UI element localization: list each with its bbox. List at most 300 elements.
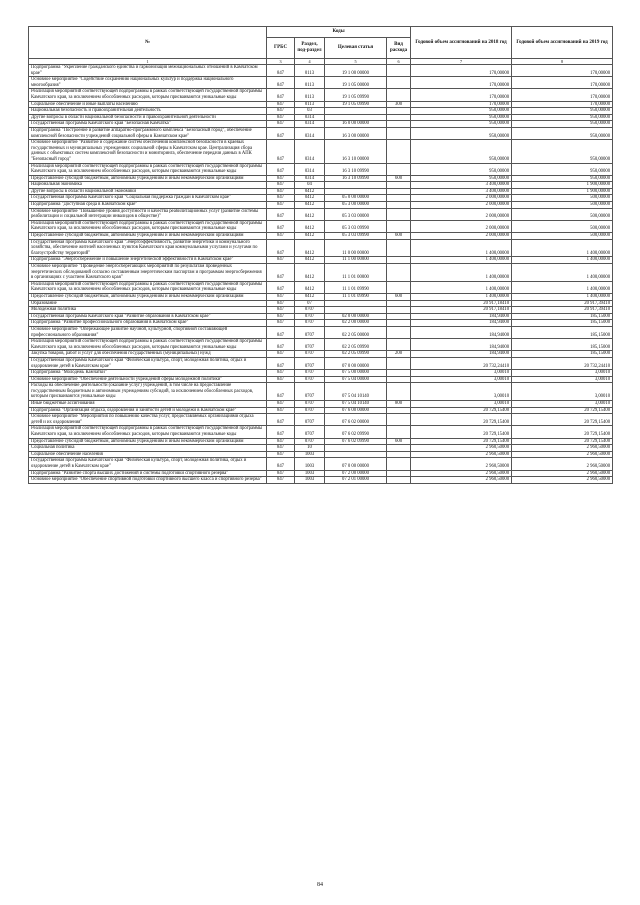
row-description: Подпрограмма "Организация отдыха, оздоровления и занятости детей и молодежи в Камчатском крае" <box>29 407 267 414</box>
table-row <box>29 401 613 408</box>
row-amount-2018: 184,94000 <box>411 351 512 358</box>
row-description: Подпрограмма "Энергосбережение и повышение энергетической эффективности в Камчатском крае" <box>29 257 267 264</box>
row-razdel: 0707 <box>295 376 325 383</box>
row-grbs: 847 <box>267 407 295 414</box>
table-row <box>29 451 613 458</box>
table-row <box>29 326 613 338</box>
row-description: Основное мероприятие "Содействие сохранению национальных культур и поддержка национального многообразия" <box>29 77 267 89</box>
row-target-article: 07 6 02 00000 <box>325 414 387 426</box>
row-amount-2019: 1 400,00000 <box>512 257 613 264</box>
row-expense-type <box>387 458 411 470</box>
row-razdel: 0412 <box>295 257 325 264</box>
row-target-article: 07 0 00 00000 <box>325 458 387 470</box>
row-description: Основное мероприятие "Обеспечение спортивной подготовки спортивного высшего класса и спортивного резерва" <box>29 477 267 484</box>
row-grbs: 847 <box>267 351 295 358</box>
table-row <box>29 208 613 220</box>
table-row <box>29 175 613 182</box>
row-description: Подпрограмма "Укрепление гражданского единства и гармонизация межнациональных отношений в Камчатском крае" <box>29 65 267 77</box>
table-row <box>29 121 613 128</box>
row-target-article: 16 3 10 00000 <box>325 140 387 163</box>
row-grbs: 847 <box>267 451 295 458</box>
row-target-article: 05 3 03 00000 <box>325 208 387 220</box>
row-target-article: 11 1 01 09990 <box>325 293 387 300</box>
row-razdel: 0412 <box>295 239 325 257</box>
row-grbs: 847 <box>267 208 295 220</box>
row-amount-2019: 185,15000 <box>512 320 613 327</box>
row-grbs: 847 <box>267 195 295 202</box>
table-row <box>29 414 613 426</box>
row-description: Государственная программа Камчатского края "Социальная поддержка граждан в Камчатском крае" <box>29 195 267 202</box>
row-expense-type: 600 <box>387 233 411 240</box>
row-target-article: 02 0 00 00000 <box>325 313 387 320</box>
row-amount-2018: 20 729,15400 <box>411 438 512 445</box>
table-row <box>29 89 613 101</box>
column-number: 8 <box>512 59 613 65</box>
row-expense-type <box>387 202 411 209</box>
row-amount-2018: 20 732,24410 <box>411 357 512 369</box>
table-row <box>29 407 613 414</box>
row-amount-2019: 3,00010 <box>512 383 613 401</box>
row-amount-2019: 500,00000 <box>512 220 613 232</box>
row-grbs: 847 <box>267 320 295 327</box>
row-amount-2019: 170,00000 <box>512 89 613 101</box>
row-description: Национальная экономика <box>29 182 267 189</box>
row-amount-2018: 950,00000 <box>411 108 512 115</box>
row-target-article: 19 1 05 09990 <box>325 89 387 101</box>
row-amount-2018: 3 400,00000 <box>411 182 512 189</box>
row-description: Предоставление субсидий бюджетным, автономным учреждениям и иным некоммерческим организациям <box>29 175 267 182</box>
row-amount-2018: 20 917,18410 <box>411 300 512 307</box>
table-row <box>29 257 613 264</box>
row-grbs: 847 <box>267 140 295 163</box>
row-grbs: 847 <box>267 383 295 401</box>
row-razdel: 0707 <box>295 407 325 414</box>
row-expense-type <box>387 426 411 438</box>
row-grbs: 847 <box>267 220 295 232</box>
row-target-article: 07 5 04 00000 <box>325 376 387 383</box>
table-row <box>29 320 613 327</box>
budget-table-sheet <box>28 26 612 484</box>
row-grbs: 847 <box>267 202 295 209</box>
row-amount-2019: 950,00000 <box>512 108 613 115</box>
col-header-2018: Годовой объем ассигнований на 2018 год <box>411 27 512 59</box>
row-grbs: 847 <box>267 339 295 351</box>
row-razdel: 04 <box>295 182 325 189</box>
row-amount-2018: 170,00000 <box>411 65 512 77</box>
col-header-razdel: Раздел, под-раздел <box>295 38 325 59</box>
row-description: Государственная программа Камчатского края "Энергоэффективность, развитие энергетики и коммунального хозяйства, обеспечение жителей населенных пунктов Камчатского края коммунальными услугами и услугами по благоустройству территорий" <box>29 239 267 257</box>
row-amount-2018: 950,00000 <box>411 140 512 163</box>
row-description: Предоставление субсидий бюджетным, автономным учреждениям и иным некоммерческим организациям <box>29 293 267 300</box>
row-description: Предоставление субсидий бюджетным, автономным учреждениям и иным некоммерческим организациям <box>29 233 267 240</box>
table-row <box>29 307 613 314</box>
row-amount-2019: 1 400,00000 <box>512 293 613 300</box>
row-razdel: 0314 <box>295 114 325 121</box>
row-razdel: 0707 <box>295 426 325 438</box>
row-amount-2019: 170,00000 <box>512 101 613 108</box>
row-grbs: 847 <box>267 65 295 77</box>
row-razdel: 0113 <box>295 65 325 77</box>
column-number: 6 <box>387 59 411 65</box>
row-razdel: 0412 <box>295 188 325 195</box>
row-grbs: 847 <box>267 414 295 426</box>
row-description: Основное мероприятие "Мероприятия по повышению качества услуг, предоставляемых организациями отдыха детей и их оздоровления" <box>29 414 267 426</box>
row-expense-type: 800 <box>387 401 411 408</box>
table-row <box>29 65 613 77</box>
row-target-article <box>325 451 387 458</box>
row-razdel: 1003 <box>295 458 325 470</box>
row-razdel: 0707 <box>295 383 325 401</box>
row-amount-2018: 1 400,00000 <box>411 264 512 282</box>
row-razdel: 0412 <box>295 220 325 232</box>
row-expense-type <box>387 376 411 383</box>
table-row <box>29 370 613 377</box>
table-row <box>29 101 613 108</box>
row-expense-type: 600 <box>387 175 411 182</box>
row-razdel: 03 <box>295 108 325 115</box>
row-description: Расходы на обеспечение деятельности (оказание услуг) учреждений, в том числе на предоставление государственным бюджетным и автономным учреждениям субсидий, за исключением обособленных расходов, которым присваиваются уникальные коды <box>29 383 267 401</box>
row-expense-type <box>387 220 411 232</box>
row-grbs: 847 <box>267 326 295 338</box>
row-target-article: 02 2 05 09990 <box>325 339 387 351</box>
table-row <box>29 300 613 307</box>
row-grbs: 847 <box>267 233 295 240</box>
row-expense-type <box>387 195 411 202</box>
row-expense-type <box>387 239 411 257</box>
row-amount-2019: 3,00010 <box>512 376 613 383</box>
row-target-article <box>325 182 387 189</box>
row-expense-type: 300 <box>387 101 411 108</box>
row-description: Основное мероприятие "Повышение уровня доступности и качества реабилитационных услуг (развитие системы реабилитации и социальной интеграции инвалидов в обществе)" <box>29 208 267 220</box>
row-amount-2018: 20 729,15400 <box>411 407 512 414</box>
row-target-article: 07 5 04 10140 <box>325 383 387 401</box>
row-amount-2018: 2 000,00000 <box>411 202 512 209</box>
row-amount-2018: 2 000,00000 <box>411 233 512 240</box>
row-amount-2019: 2 960,50000 <box>512 458 613 470</box>
row-expense-type: 200 <box>387 351 411 358</box>
row-description: Подпрограмма "Развитие спорта высших достижений и системы подготовки спортивного резерва" <box>29 470 267 477</box>
row-amount-2019: 950,00000 <box>512 163 613 175</box>
row-amount-2019: 1 900,00000 <box>512 188 613 195</box>
row-amount-2018: 170,00000 <box>411 89 512 101</box>
row-razdel: 0707 <box>295 401 325 408</box>
row-description: Социальное обеспечение и иные выплаты населению <box>29 101 267 108</box>
row-description: Основное мероприятие "Развитие и содержание систем обеспечения комплексной безопасности в краевых государственных и муниципальных учреждениях социальной сферы в Камчатском крае. Централизация сбора данных с объектовых систем комплексной безопасности и мониторинга, обеспечение передачи данных в АПК "Безопасный город" <box>29 140 267 163</box>
row-razdel: 0113 <box>295 77 325 89</box>
row-razdel: 0412 <box>295 195 325 202</box>
row-razdel: 0707 <box>295 313 325 320</box>
row-grbs: 847 <box>267 477 295 484</box>
row-expense-type <box>387 188 411 195</box>
row-target-article: 07 5 00 00000 <box>325 370 387 377</box>
row-razdel: 0707 <box>295 357 325 369</box>
row-target-article: 11 0 00 00000 <box>325 239 387 257</box>
row-description: Реализация мероприятий соответствующей подпрограммы в рамках соответствующей государственной программы Камчатского края, за исключением обособленных расходов, которым присваиваются уникальные коды <box>29 163 267 175</box>
row-expense-type <box>387 163 411 175</box>
row-expense-type <box>387 307 411 314</box>
row-description: Основное мероприятие "Обеспечение деятельности учреждений сферы молодежной политики" <box>29 376 267 383</box>
table-row <box>29 458 613 470</box>
row-description: Основное мероприятие "Опережающее развитие научной, культурной, спортивной составляющей профессионального образования" <box>29 326 267 338</box>
table-row <box>29 281 613 293</box>
row-amount-2018: 20 917,18410 <box>411 307 512 314</box>
row-expense-type <box>387 140 411 163</box>
row-expense-type <box>387 445 411 452</box>
row-razdel: 0707 <box>295 414 325 426</box>
col-header-2019: Годовой объем ассигнований на 2019 год <box>512 27 613 59</box>
row-amount-2019: 2 960,50000 <box>512 445 613 452</box>
row-amount-2019: 20 917,39410 <box>512 307 613 314</box>
row-expense-type: 600 <box>387 438 411 445</box>
row-expense-type <box>387 281 411 293</box>
row-target-article: 11 1 00 00000 <box>325 257 387 264</box>
column-number: 1 <box>29 59 267 65</box>
row-amount-2019: 3,00010 <box>512 401 613 408</box>
table-row <box>29 239 613 257</box>
row-grbs: 847 <box>267 376 295 383</box>
row-description: Другие вопросы в области национальной безопасности и правоохранительной деятельности <box>29 114 267 121</box>
row-amount-2018: 2 960,50000 <box>411 470 512 477</box>
row-grbs: 847 <box>267 438 295 445</box>
row-expense-type <box>387 477 411 484</box>
row-grbs: 847 <box>267 401 295 408</box>
row-target-article: 02 2 00 00000 <box>325 320 387 327</box>
row-amount-2019: 3,00010 <box>512 370 613 377</box>
row-razdel: 10 <box>295 445 325 452</box>
row-grbs: 847 <box>267 426 295 438</box>
row-amount-2019: 1 900,00000 <box>512 182 613 189</box>
row-target-article: 02 2 05 09990 <box>325 351 387 358</box>
row-amount-2019: 20 917,39410 <box>512 300 613 307</box>
row-amount-2019: 185,15000 <box>512 326 613 338</box>
row-expense-type <box>387 383 411 401</box>
row-target-article: 16 3 10 09990 <box>325 163 387 175</box>
row-amount-2019: 185,15000 <box>512 339 613 351</box>
row-amount-2018: 170,00000 <box>411 101 512 108</box>
row-target-article: 19 1 05 09990 <box>325 101 387 108</box>
row-amount-2018: 184,94000 <box>411 313 512 320</box>
row-amount-2019: 1 400,00000 <box>512 264 613 282</box>
row-amount-2019: 20 729,15400 <box>512 438 613 445</box>
table-row <box>29 202 613 209</box>
row-grbs: 847 <box>267 300 295 307</box>
table-row <box>29 477 613 484</box>
row-expense-type <box>387 77 411 89</box>
row-amount-2018: 950,00000 <box>411 127 512 139</box>
row-target-article: 07 5 04 10140 <box>325 401 387 408</box>
row-razdel: 0113 <box>295 101 325 108</box>
row-target-article: 07 0 00 00000 <box>325 357 387 369</box>
row-target-article: 19 1 00 00000 <box>325 65 387 77</box>
row-amount-2018: 20 729,15400 <box>411 426 512 438</box>
row-amount-2018: 3 400,00000 <box>411 188 512 195</box>
row-expense-type <box>387 121 411 128</box>
col-header-grbs: ГРБС <box>267 38 295 59</box>
row-target-article: 07 6 02 09990 <box>325 438 387 445</box>
row-expense-type <box>387 370 411 377</box>
row-razdel: 0113 <box>295 89 325 101</box>
row-description: Подпрограмма "Развитие профессионального образования в Камчатском крае" <box>29 320 267 327</box>
row-amount-2018: 3,00010 <box>411 376 512 383</box>
row-target-article <box>325 307 387 314</box>
row-description: Подпрограмма "Построение и развитие аппаратно-программного комплекса "Безопасный город", обеспечение комплексной безопасности учреждений социальной сферы в Камчатском крае" <box>29 127 267 139</box>
row-grbs: 847 <box>267 313 295 320</box>
row-amount-2019: 2 960,50000 <box>512 470 613 477</box>
row-expense-type <box>387 208 411 220</box>
row-description: Реализация мероприятий соответствующей подпрограммы в рамках соответствующей государственной программы Камчатского края, за исключением обособленных расходов, которым присваиваются уникальные коды <box>29 281 267 293</box>
row-description: Реализация мероприятий соответствующей подпрограммы в рамках соответствующей государственной программы Камчатского края, за исключением обособленных расходов, которым присваиваются уникальные коды <box>29 426 267 438</box>
row-target-article <box>325 114 387 121</box>
row-description: Государственная программа Камчатского края "Безопасная Камчатка" <box>29 121 267 128</box>
row-razdel: 0314 <box>295 175 325 182</box>
column-number: 4 <box>295 59 325 65</box>
row-amount-2019: 1 400,00000 <box>512 281 613 293</box>
row-amount-2018: 950,00000 <box>411 121 512 128</box>
row-amount-2019: 2 960,50000 <box>512 451 613 458</box>
row-description: Социальная политика <box>29 445 267 452</box>
row-razdel: 0314 <box>295 121 325 128</box>
row-expense-type <box>387 407 411 414</box>
row-amount-2018: 2 960,50000 <box>411 458 512 470</box>
row-expense-type <box>387 470 411 477</box>
row-target-article: 07 2 00 00000 <box>325 470 387 477</box>
column-number: 5 <box>325 59 387 65</box>
table-row <box>29 383 613 401</box>
row-description: Другие вопросы в области национальной экономики <box>29 188 267 195</box>
row-expense-type <box>387 89 411 101</box>
row-grbs: 847 <box>267 182 295 189</box>
row-target-article: 05 3 03 09990 <box>325 233 387 240</box>
table-row <box>29 351 613 358</box>
row-target-article: 05 3 03 09990 <box>325 220 387 232</box>
row-description: Реализация мероприятий соответствующей подпрограммы в рамках соответствующей государственной программы Камчатского края, за исключением обособленных расходов, которым присваиваются уникальные коды <box>29 89 267 101</box>
row-amount-2018: 1 400,00000 <box>411 293 512 300</box>
page-number: 84 <box>317 882 323 888</box>
column-number: 3 <box>267 59 295 65</box>
row-razdel: 1003 <box>295 470 325 477</box>
row-amount-2018: 3,00010 <box>411 370 512 377</box>
col-header-codes: Коды <box>267 27 411 38</box>
row-grbs: 847 <box>267 293 295 300</box>
row-amount-2019: 20 729,15400 <box>512 426 613 438</box>
row-expense-type <box>387 357 411 369</box>
row-razdel: 0707 <box>295 339 325 351</box>
row-amount-2018: 3,00010 <box>411 401 512 408</box>
table-row <box>29 188 613 195</box>
row-grbs: 847 <box>267 370 295 377</box>
row-amount-2019: 20 729,15400 <box>512 414 613 426</box>
row-grbs: 847 <box>267 188 295 195</box>
row-razdel: 0707 <box>295 351 325 358</box>
row-amount-2018: 950,00000 <box>411 175 512 182</box>
row-grbs: 847 <box>267 357 295 369</box>
row-expense-type <box>387 326 411 338</box>
row-grbs: 847 <box>267 77 295 89</box>
row-grbs: 847 <box>267 470 295 477</box>
row-razdel: 0314 <box>295 127 325 139</box>
row-grbs: 847 <box>267 89 295 101</box>
row-razdel: 0707 <box>295 370 325 377</box>
table-row <box>29 182 613 189</box>
row-razdel: 0412 <box>295 202 325 209</box>
row-amount-2018: 2 000,00000 <box>411 220 512 232</box>
row-description: Предоставление субсидий бюджетным, автономным учреждениям и иным некоммерческим организациям <box>29 438 267 445</box>
table-row <box>29 445 613 452</box>
row-amount-2019: 500,00000 <box>512 233 613 240</box>
row-expense-type: 600 <box>387 293 411 300</box>
row-amount-2018: 184,94000 <box>411 326 512 338</box>
row-target-article: 07 6 00 00000 <box>325 407 387 414</box>
row-razdel: 0412 <box>295 264 325 282</box>
row-razdel: 1003 <box>295 477 325 484</box>
table-row <box>29 233 613 240</box>
row-amount-2018: 2 960,50000 <box>411 451 512 458</box>
row-amount-2018: 2 960,50000 <box>411 445 512 452</box>
row-description: Подпрограмма "Доступная среда в Камчатском крае" <box>29 202 267 209</box>
budget-table <box>28 26 613 484</box>
row-expense-type <box>387 320 411 327</box>
row-razdel: 07 <box>295 300 325 307</box>
row-amount-2019: 950,00000 <box>512 121 613 128</box>
col-header-vr: Вид расхода <box>387 38 411 59</box>
row-expense-type <box>387 182 411 189</box>
row-target-article: 16 3 10 09990 <box>325 175 387 182</box>
row-razdel: 0707 <box>295 326 325 338</box>
row-description: Иные бюджетные ассигнования <box>29 401 267 408</box>
row-target-article <box>325 445 387 452</box>
row-description: Реализация мероприятий соответствующей подпрограммы в рамках соответствующей государственной программы Камчатского края, за исключением обособленных расходов, которым присваиваются уникальные коды <box>29 220 267 232</box>
row-description: Образование <box>29 300 267 307</box>
row-razdel: 0314 <box>295 140 325 163</box>
row-target-article: 16 0 00 00000 <box>325 121 387 128</box>
row-grbs: 847 <box>267 114 295 121</box>
row-expense-type <box>387 257 411 264</box>
row-amount-2018: 1 400,00000 <box>411 281 512 293</box>
row-expense-type <box>387 108 411 115</box>
row-description: Закупка товаров, работ и услуг для обеспечения государственных (муниципальных) нужд <box>29 351 267 358</box>
row-grbs: 847 <box>267 175 295 182</box>
row-target-article: 11 1 01 09990 <box>325 281 387 293</box>
row-expense-type <box>387 127 411 139</box>
table-row <box>29 293 613 300</box>
table-row <box>29 220 613 232</box>
row-razdel: 0707 <box>295 307 325 314</box>
row-expense-type <box>387 339 411 351</box>
row-amount-2019: 500,00000 <box>512 195 613 202</box>
row-razdel: 0707 <box>295 320 325 327</box>
row-amount-2019: 950,00000 <box>512 127 613 139</box>
table-row <box>29 426 613 438</box>
row-target-article: 19 1 05 00000 <box>325 77 387 89</box>
row-razdel: 0412 <box>295 208 325 220</box>
row-expense-type <box>387 114 411 121</box>
row-expense-type <box>387 414 411 426</box>
row-expense-type <box>387 65 411 77</box>
col-header-number: № <box>29 27 267 59</box>
row-amount-2018: 184,94000 <box>411 339 512 351</box>
row-amount-2019: 950,00000 <box>512 175 613 182</box>
table-row <box>29 114 613 121</box>
row-grbs: 847 <box>267 257 295 264</box>
row-target-article <box>325 108 387 115</box>
row-razdel: 0314 <box>295 163 325 175</box>
row-amount-2018: 950,00000 <box>411 163 512 175</box>
row-amount-2019: 950,00000 <box>512 140 613 163</box>
row-razdel: 0412 <box>295 233 325 240</box>
row-description: Молодежная политика <box>29 307 267 314</box>
row-grbs: 847 <box>267 281 295 293</box>
row-amount-2018: 950,00000 <box>411 114 512 121</box>
